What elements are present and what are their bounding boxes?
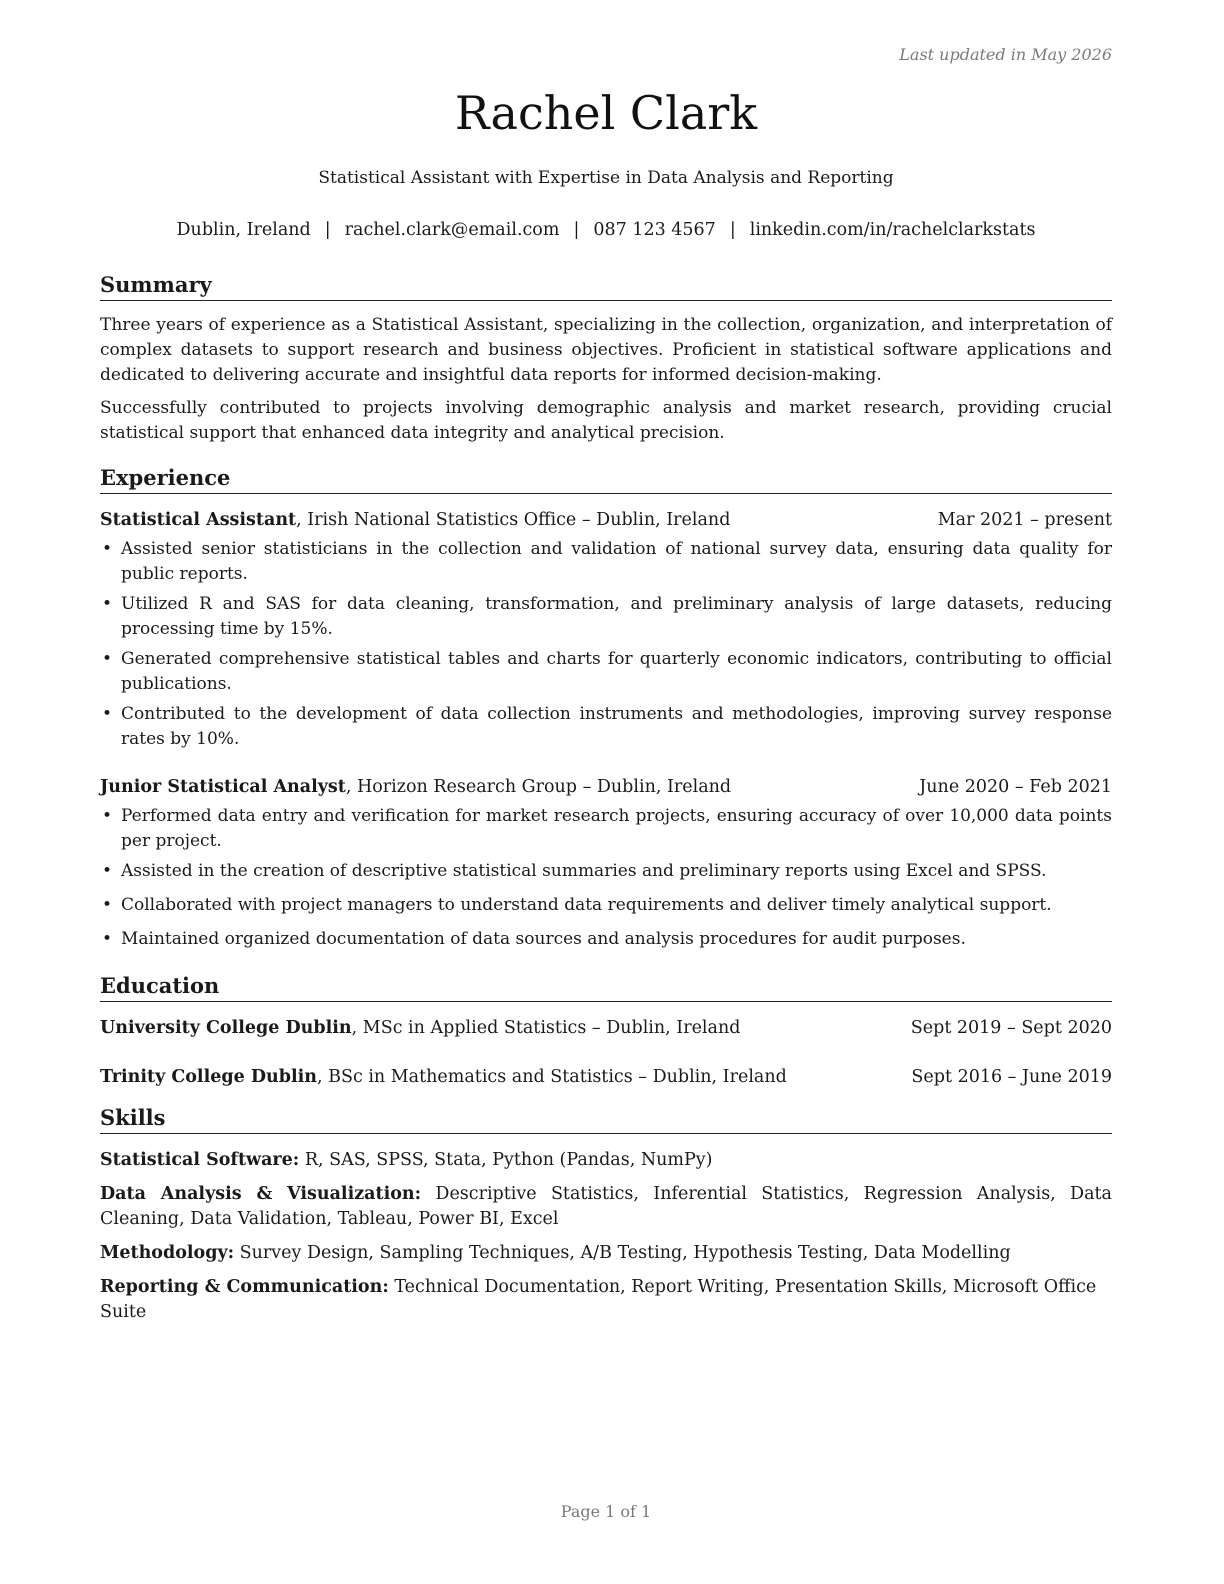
- education-entry: [100, 1016, 1112, 1041]
- job-role: Junior Statistical Analyst: [100, 777, 346, 797]
- contact-separator: |: [729, 220, 736, 240]
- page-number: Page 1 of 1: [560, 1502, 652, 1521]
- job-bullets: [100, 804, 1112, 952]
- job-dates: June 2020 – Feb 2021: [919, 777, 1112, 797]
- resume-page: [100, 0, 1112, 1584]
- education-dates: Sept 2019 – Sept 2020: [910, 1018, 1112, 1038]
- contact-line: [100, 220, 1112, 240]
- experience-heading: Experience: [100, 465, 1112, 494]
- skill-group: [100, 1241, 1112, 1266]
- skill-items: Technical Documentation, Report Writing, Presentation Skills, Microsoft Office Suite: [100, 1277, 1097, 1322]
- contact-email[interactable]: rachel.clark@email.com: [344, 220, 560, 240]
- summary-paragraph: Successfully contributed to projects involving demographic analysis and market research, providing crucial statistical support that enhanced data integrity and analytical precision.: [100, 398, 1112, 443]
- job-bullet: • Generated comprehensive statistical tables and charts for quarterly economic indicators, contributing to official publications.: [100, 647, 1112, 697]
- last-updated-note: Last updated in May 2026: [899, 45, 1112, 64]
- job-bullet: • Assisted senior statisticians in the collection and validation of national survey data, ensuring data quality for public reports.: [100, 537, 1112, 587]
- summary-section: [100, 272, 1112, 446]
- skill-group: [100, 1275, 1112, 1325]
- skills-heading: Skills: [100, 1105, 1112, 1134]
- education-entry: [100, 1065, 1112, 1090]
- contact-linkedin[interactable]: linkedin.com/in/rachelclarkstats: [749, 220, 1036, 240]
- job-header: [100, 775, 1112, 800]
- education-dates: Sept 2016 – June 2019: [911, 1067, 1112, 1087]
- job-dates: Mar 2021 – present: [937, 510, 1112, 530]
- contact-separator: |: [324, 220, 331, 240]
- job-organization: , Irish National Statistics Office – Dublin, Ireland: [296, 510, 731, 530]
- skill-label: Data Analysis & Visualization:: [100, 1184, 422, 1204]
- job-entry: [100, 508, 1112, 752]
- skill-group: [100, 1148, 1112, 1173]
- experience-section: [100, 465, 1112, 952]
- skill-label: Reporting & Communication:: [100, 1277, 389, 1297]
- skill-items: Survey Design, Sampling Techniques, A/B Testing, Hypothesis Testing, Data Modelling: [234, 1243, 1011, 1263]
- job-bullet: • Contributed to the development of data collection instruments and methodologies, improving survey response rates by 10%.: [100, 702, 1112, 752]
- skill-group: [100, 1182, 1112, 1232]
- job-bullet: • Utilized R and SAS for data cleaning, transformation, and preliminary analysis of large datasets, reducing processing time by 15%.: [100, 592, 1112, 642]
- candidate-tagline: Statistical Assistant with Expertise in Data Analysis and Reporting: [318, 168, 894, 188]
- contact-separator: |: [573, 220, 580, 240]
- job-bullet: • Maintained organized documentation of data sources and analysis procedures for audit purposes.: [100, 927, 1112, 952]
- education-section: [100, 973, 1112, 1090]
- job-bullets: [100, 537, 1112, 752]
- skill-items: Descriptive Statistics, Inferential Statistics, Regression Analysis, Data Cleaning, Data Validation, Tableau, Power BI, Excel: [100, 1184, 1112, 1229]
- contact-location: Dublin, Ireland: [176, 220, 311, 240]
- education-school: University College Dublin: [100, 1018, 352, 1038]
- skill-items: R, SAS, SPSS, Stata, Python (Pandas, NumPy): [299, 1150, 713, 1170]
- job-header: [100, 508, 1112, 533]
- job-bullet: • Collaborated with project managers to understand data requirements and deliver timely analytical support.: [100, 893, 1112, 918]
- education-detail: , BSc in Mathematics and Statistics – Dublin, Ireland: [316, 1067, 787, 1087]
- job-organization: , Horizon Research Group – Dublin, Ireland: [345, 777, 732, 797]
- job-bullet: • Assisted in the creation of descriptive statistical summaries and preliminary reports using Excel and SPSS.: [100, 859, 1112, 884]
- skills-section: [100, 1105, 1112, 1325]
- summary-heading: Summary: [100, 272, 1112, 301]
- candidate-name: Rachel Clark: [454, 86, 758, 140]
- skill-label: Statistical Software:: [100, 1150, 300, 1170]
- job-role: Statistical Assistant: [100, 510, 297, 530]
- education-heading: Education: [100, 973, 1112, 1002]
- skill-label: Methodology:: [100, 1243, 235, 1263]
- contact-phone[interactable]: 087 123 4567: [593, 220, 716, 240]
- summary-paragraph: Three years of experience as a Statistical Assistant, specializing in the collection, organization, and interpretation of complex datasets to support research and business objectives. Proficient in statistical software applications and dedicated to delivering accurate and insightful data reports for informed decision-making.: [100, 315, 1112, 385]
- education-detail: , MSc in Applied Statistics – Dublin, Ireland: [351, 1018, 741, 1038]
- job-bullet: • Performed data entry and verification for market research projects, ensuring accuracy of over 10,000 data points per project.: [100, 804, 1112, 854]
- education-school: Trinity College Dublin: [100, 1067, 317, 1087]
- job-entry: [100, 775, 1112, 952]
